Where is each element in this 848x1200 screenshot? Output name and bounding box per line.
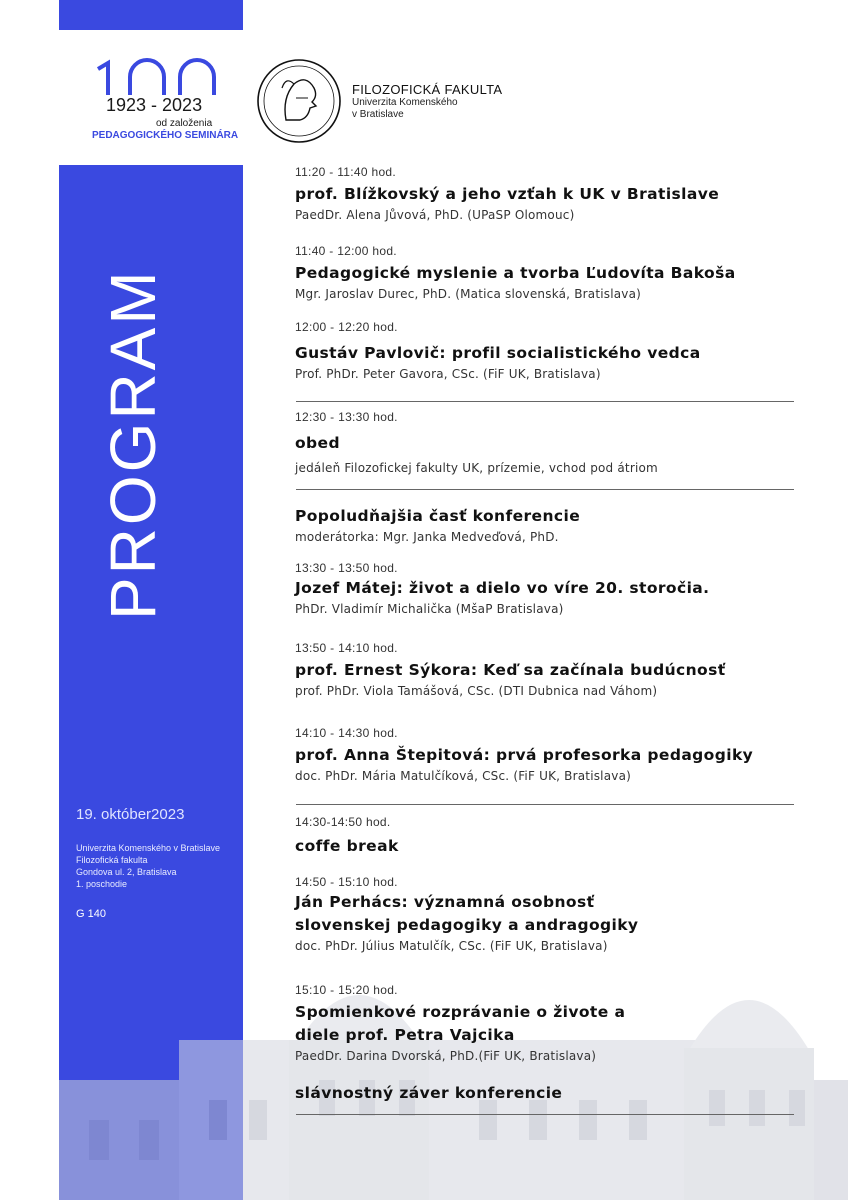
item-title: prof. Anna Štepitová: prvá profesorka pedagogiky xyxy=(295,746,754,764)
anniversary-logo xyxy=(92,55,242,141)
item-title: Jozef Mátej: život a dielo vo víre 20. storočia. xyxy=(295,579,710,597)
item-title: coffe break xyxy=(295,837,399,855)
program-item xyxy=(295,641,815,698)
program-item xyxy=(295,165,815,222)
university-city: v Bratislave xyxy=(352,109,404,120)
program-section-header xyxy=(295,505,815,544)
item-speaker: doc. PhDr. Július Matulčík, CSc. (FiF UK, Bratislava) xyxy=(295,939,608,953)
item-title: Pedagogické myslenie a tvorba Ľudovíta Bakoša xyxy=(295,264,736,282)
section-title: Popoludňajšia časť konferencie xyxy=(295,507,581,525)
program-heading: PROGRAM xyxy=(97,268,169,620)
item-time: 11:40 - 12:00 hod. xyxy=(295,244,397,258)
item-title: slávnostný záver konferencie xyxy=(295,1084,563,1102)
address-line: 1. poschodie xyxy=(76,879,128,889)
divider xyxy=(296,401,794,402)
address-line: Gondova ul. 2, Bratislava xyxy=(76,867,177,877)
item-title: Ján Perhács: významná osobnosť slovenskej pedagogiky a andragogiky xyxy=(295,893,639,934)
address-line: Filozofická fakulta xyxy=(76,855,148,865)
event-date: 19. október2023 xyxy=(76,806,185,823)
item-speaker: prof. PhDr. Viola Tamášová, CSc. (DTI Dubnica nad Váhom) xyxy=(295,684,658,698)
program-item xyxy=(295,815,815,858)
program-item xyxy=(295,410,815,475)
item-speaker: PhDr. Vladimír Michalička (MšaP Bratislava) xyxy=(295,602,564,616)
program-item xyxy=(295,983,815,1063)
faculty-seal-icon xyxy=(256,58,342,144)
anniversary-seminar: PEDAGOGICKÉHO SEMINÁRA xyxy=(92,130,239,141)
item-speaker: PaedDr. Darina Dvorská, PhD.(FiF UK, Bratislava) xyxy=(295,1049,597,1063)
item-time: 11:20 - 11:40 hod. xyxy=(295,165,397,179)
item-speaker: PaedDr. Alena Jůvová, PhD. (UPaSP Olomouc) xyxy=(295,208,575,222)
item-speaker: doc. PhDr. Mária Matulčíková, CSc. (FiF UK, Bratislava) xyxy=(295,769,632,783)
program-item xyxy=(295,320,815,381)
building-illustration xyxy=(59,930,848,1200)
item-title: Gustáv Pavlovič: profil socialistického vedca xyxy=(295,344,701,362)
program-item xyxy=(295,1082,815,1105)
divider xyxy=(296,804,794,805)
item-time: 13:50 - 14:10 hod. xyxy=(295,641,398,655)
item-time: 12:00 - 12:20 hod. xyxy=(295,320,398,334)
item-time: 14:10 - 14:30 hod. xyxy=(295,726,398,740)
item-time: 12:30 - 13:30 hod. xyxy=(295,410,398,424)
divider xyxy=(296,1114,794,1115)
item-speaker: Mgr. Jaroslav Durec, PhD. (Matica slovenská, Bratislava) xyxy=(295,287,642,301)
university-name: Univerzita Komenského xyxy=(352,97,458,108)
divider xyxy=(296,489,794,490)
address-line: Univerzita Komenského v Bratislave xyxy=(76,843,221,853)
section-moderator: moderátorka: Mgr. Janka Medveďová, PhD. xyxy=(295,530,559,544)
item-time: 14:50 - 15:10 hod. xyxy=(295,875,398,889)
item-speaker: jedáleň Filozofickej fakulty UK, prízemie, vchod pod átriom xyxy=(295,461,658,475)
number-100-logo xyxy=(92,55,232,97)
item-time: 14:30-14:50 hod. xyxy=(295,815,391,829)
faculty-name-block xyxy=(352,82,502,121)
item-title: Spomienkové rozprávanie o živote a diele prof. Petra Vajcika xyxy=(295,1003,626,1044)
item-speaker: Prof. PhDr. Peter Gavora, CSc. (FiF UK, Bratislava) xyxy=(295,367,601,381)
program-item xyxy=(295,561,815,616)
event-address xyxy=(76,842,220,890)
program-item xyxy=(295,726,815,783)
anniversary-since: od založenia xyxy=(156,118,213,129)
item-title: obed xyxy=(295,434,340,452)
event-room: G 140 xyxy=(76,908,106,920)
program-item xyxy=(295,244,815,301)
item-time: 13:30 - 13:50 hod. xyxy=(295,561,398,575)
program-item xyxy=(295,875,815,953)
item-time: 15:10 - 15:20 hod. xyxy=(295,983,398,997)
anniversary-years: 1923 - 2023 xyxy=(106,95,203,115)
item-title: prof. Blížkovský a jeho vzťah k UK v Bratislave xyxy=(295,185,720,203)
faculty-name: FILOZOFICKÁ FAKULTA xyxy=(352,82,503,97)
item-title: prof. Ernest Sýkora: Keď sa začínala budúcnosť xyxy=(295,661,726,679)
